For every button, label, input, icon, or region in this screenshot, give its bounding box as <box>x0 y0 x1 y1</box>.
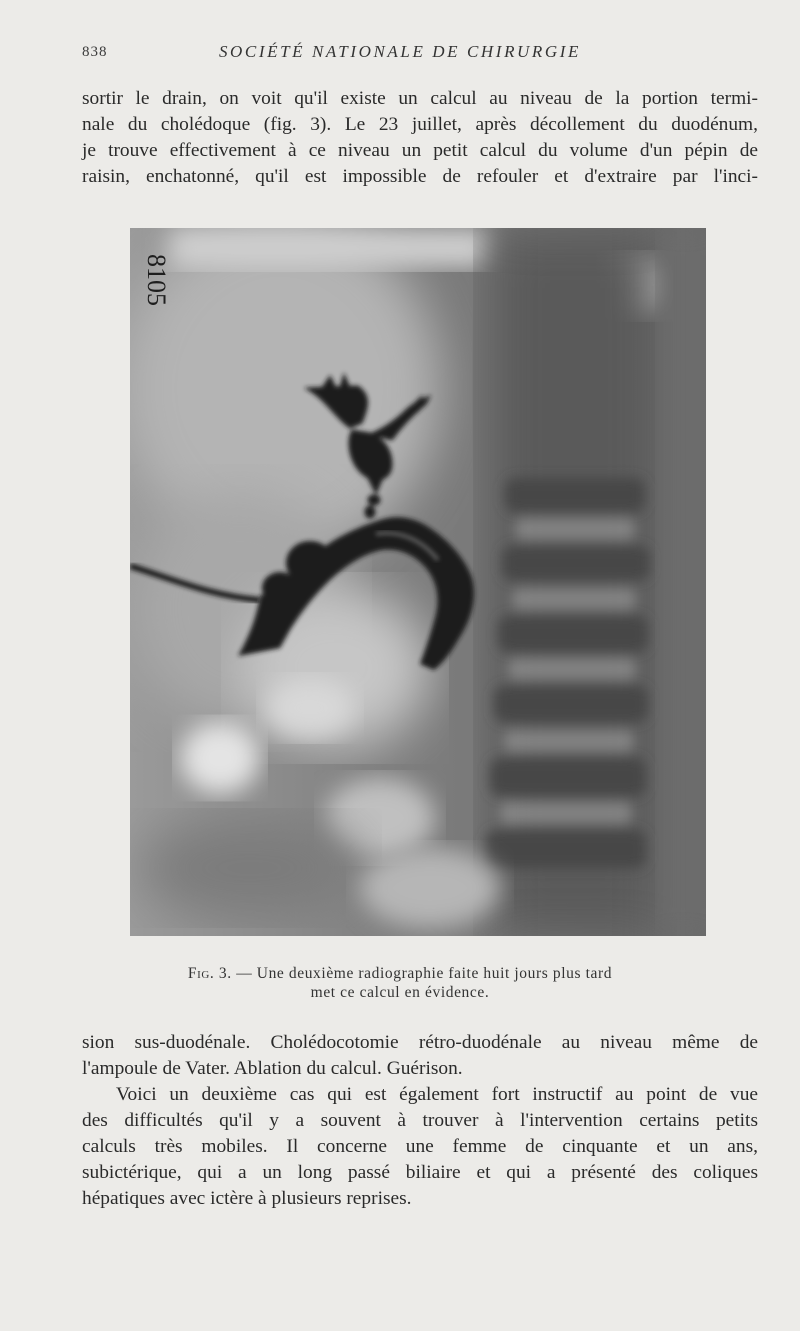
plate-marking-text: 8105 <box>142 254 171 306</box>
text-line: raisin, enchatonné, qu'il est impossible de refouler et d'extraire par l'inci- <box>82 166 758 187</box>
radiograph-figure <box>130 228 706 936</box>
paragraph-top <box>82 86 758 190</box>
text-line: sion sus-duodénale. Cholédocotomie rétro-duodénale au niveau même de <box>82 1032 758 1053</box>
running-title: SOCIÉTÉ NATIONALE DE CHIRURGIE <box>218 42 582 61</box>
text-line: subictérique, qui a un long passé biliaire et qui a présenté des coliques <box>82 1162 758 1183</box>
text-line: l'ampoule de Vater. Ablation du calcul. Guérison. <box>82 1058 463 1079</box>
figure-caption <box>0 964 800 1002</box>
caption-label: Fig. 3. <box>187 965 232 982</box>
text-line: calculs très mobiles. Il concerne une femme de cinquante et un ans, <box>82 1136 758 1157</box>
caption-line-1 <box>0 964 800 983</box>
text-line: nale du cholédoque (fig. 3). Le 23 juillet, après décollement du duodénum, <box>82 114 758 135</box>
caption-text-1: Une deuxième radiographie faite huit jours plus tard <box>256 965 613 982</box>
caption-dash: — <box>236 965 253 982</box>
text-line: hépatiques avec ictère à plusieurs reprises. <box>82 1188 412 1209</box>
caption-line-2: met ce calcul en évidence. <box>310 984 490 1001</box>
paragraph-bottom <box>82 1030 758 1212</box>
plate-marking <box>142 254 171 306</box>
text-line: des difficultés qu'il y a souvent à trouver à l'intervention certains petits <box>82 1110 758 1131</box>
text-line: Voici un deuxième cas qui est également fort instructif au point de vue <box>116 1084 758 1105</box>
text-line: sortir le drain, on voit qu'il existe un calcul au niveau de la portion termi- <box>82 88 758 109</box>
text-line: je trouve effectivement à ce niveau un petit calcul du volume d'un pépin de <box>82 140 758 161</box>
radiograph-image <box>130 228 706 936</box>
page-number: 838 <box>82 44 108 60</box>
